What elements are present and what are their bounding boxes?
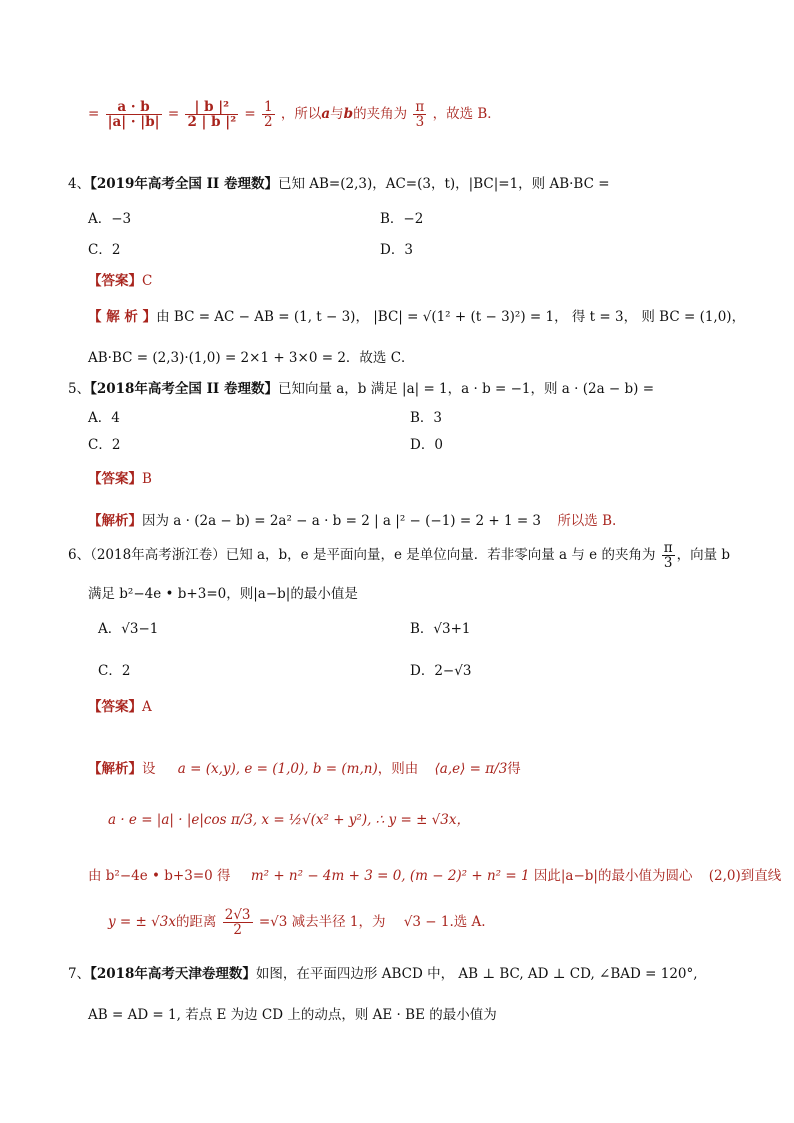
q4-answer: 【答案】C	[88, 273, 153, 289]
q5-option-c: C．2	[88, 437, 121, 453]
q4-stem: 4、【2019年高考全国 II 卷理数】已知 AB=(2,3)，AC=(3，t)，|BC|=1，则 AB·BC =	[68, 176, 610, 192]
q6-stem-line1: 6、（2018年高考浙江卷）已知 a，b，e 是平面向量，e 是单位向量．若非零向量 a 与 e 的夹角为 $\frac{\pi}{3}$ ，向量 b	[68, 540, 731, 572]
top-solution-line: = $\frac{a \cdot b}{|a| \cdot |b|}$ = $\frac{\text{| b |²}}{\text{2 | b |²}}$ = $\frac{1}{2}$ ，所以a与b的夹角为 $\frac{\pi}{3}$ ，故选 B．	[88, 99, 501, 131]
q6-option-b: B．√3+1	[410, 621, 471, 637]
q4-option-b: B．−2	[380, 211, 424, 227]
q6-option-c: C．2	[98, 663, 131, 679]
q5-option-d: D．0	[410, 437, 443, 453]
q6-stem-line2: 满足 b²−4e • b+3=0，则|a−b|的最小值是	[88, 586, 358, 602]
q4-analysis-line1: 【 解 析 】由 BC = AC − AB = (1, t − 3)， |BC| = √(1² + (t − 3)²) = 1， 得 t = 3， 则 BC = (1,0)，	[88, 309, 746, 325]
q6-answer: 【答案】A	[88, 699, 152, 715]
q6-analysis-line1: 【解析】设 a = (x,y), e = (1,0), b = (m,n)，则由 ⟨a,e⟩ = π/3得	[88, 761, 521, 777]
q6-analysis-line2: a · e = |a| · |e|cos π/3, x = ½√(x² + y²), ∴ y = ± √3x，	[108, 812, 470, 828]
q5-analysis: 【解析】因为 a · (2a − b) = 2a² − a · b = 2 | a |² − (−1) = 2 + 1 = 3 所以选 B.	[88, 513, 617, 529]
q4-option-a: A．−3	[88, 211, 132, 227]
q6-option-d: D．2−√3	[410, 663, 472, 679]
q4-option-d: D．3	[380, 242, 413, 258]
q7-stem-line1: 7、【2018年高考天津卷理数】如图，在平面四边形 ABCD 中， AB ⊥ BC, AD ⊥ CD, ∠BAD = 120°,	[68, 966, 698, 982]
fraction: $\frac{\pi}{3}$	[663, 540, 673, 572]
q6-analysis-line3: 由 b²−4e • b+3=0 得 m² + n² − 4m + 3 = 0, (m − 2)² + n² = 1 因此|a−b|的最小值为圆心 (2,0)到直线	[88, 868, 782, 884]
fraction: $\frac{2√3}{2}$	[224, 907, 251, 939]
q5-option-b: B．3	[410, 410, 443, 426]
q5-stem: 5、【2018年高考全国 II 卷理数】已知向量 a，b 满足 |a| = 1，a · b = −1，则 a · (2a − b) =	[68, 381, 655, 397]
q5-option-a: A．4	[88, 410, 120, 426]
q4-analysis-line2: AB·BC = (2,3)·(1,0) = 2×1 + 3×0 = 2．故选 C．	[88, 350, 415, 366]
q6-option-a: A．√3−1	[98, 621, 159, 637]
fraction: $\frac{1}{2}$	[264, 99, 273, 131]
q7-stem-line2: AB = AD = 1, 若点 E 为边 CD 上的动点，则 AE · BE 的最小值为	[88, 1007, 497, 1023]
fraction: $\frac{a \cdot b}{|a| \cdot |b|}$	[107, 99, 160, 131]
fraction: $\frac{\pi}{3}$	[415, 99, 425, 131]
q4-option-c: C．2	[88, 242, 121, 258]
fraction: $\frac{\text{| b |²}}{\text{2 | b |²}}$	[187, 99, 237, 131]
q5-answer: 【答案】B	[88, 471, 152, 487]
q6-analysis-line4: y = ± √3x的距离 $\frac{2√3}{2}$ =√3 减去半径 1，为 √3 − 1.选 A.	[108, 907, 486, 939]
